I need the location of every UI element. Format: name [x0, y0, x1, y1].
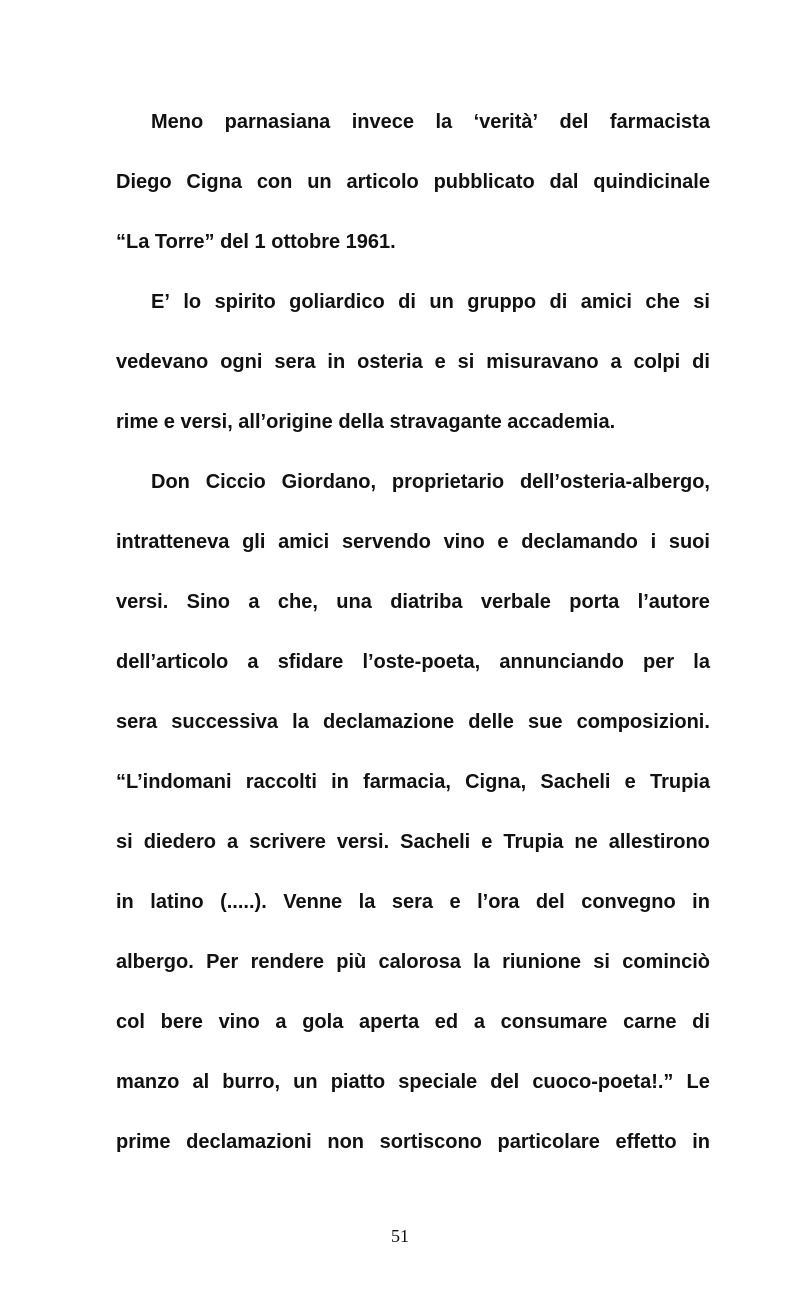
word: versi.: [336, 831, 390, 853]
word: farmacista: [609, 111, 710, 133]
word: Ciccio: [205, 471, 266, 493]
word: parnasiana: [224, 111, 331, 133]
word: a: [610, 351, 622, 373]
word: di: [398, 291, 416, 313]
word: aperta: [359, 1011, 420, 1033]
word: prime: [116, 1131, 171, 1153]
word: con: [256, 171, 293, 193]
word: manzo: [116, 1071, 180, 1093]
word: dell’osteria-albergo,: [519, 471, 710, 493]
word: del: [490, 1071, 520, 1093]
word: si: [693, 291, 710, 313]
text-line-7: [116, 466, 710, 498]
word: si: [116, 831, 133, 853]
word: calorosa: [378, 951, 461, 973]
word: la: [292, 711, 309, 733]
word: proprietario: [391, 471, 505, 493]
word: colpi: [633, 351, 681, 373]
text-line-2: [116, 166, 710, 198]
word: sera: [391, 891, 433, 913]
word: del: [559, 111, 589, 133]
text-line-11: [116, 706, 710, 738]
word: E’: [151, 291, 170, 313]
word: una: [336, 591, 372, 613]
word: Giordano,: [281, 471, 377, 493]
word: si: [593, 951, 610, 973]
word: bere: [160, 1011, 203, 1033]
word: Cigna: [186, 171, 242, 193]
word: del: [535, 891, 565, 913]
word: e: [481, 831, 493, 853]
word: a: [248, 591, 260, 613]
word: un: [307, 171, 332, 193]
word: col: [116, 1011, 145, 1033]
word: la: [473, 951, 490, 973]
word: a: [247, 651, 259, 673]
word: di: [692, 351, 710, 373]
word: raccolti: [245, 771, 317, 793]
word: sfidare: [277, 651, 344, 673]
word: composizioni.: [576, 711, 710, 733]
text-line-10: [116, 646, 710, 678]
word: Per: [206, 951, 239, 973]
text-line-3: “La Torre” del 1 ottobre 1961.: [116, 231, 396, 253]
word: rendere: [250, 951, 324, 973]
word: Diego: [116, 171, 172, 193]
text-line-9: [116, 586, 710, 618]
word: ed: [434, 1011, 459, 1033]
word: intratteneva: [116, 531, 230, 553]
word: articolo: [346, 171, 419, 193]
word: ‘verità’: [473, 111, 539, 133]
word: Sino: [186, 591, 230, 613]
word: declamando: [521, 531, 638, 553]
word: verbale: [480, 591, 551, 613]
word: allestirono: [608, 831, 710, 853]
word: farmacia,: [363, 771, 451, 793]
word: amici: [278, 531, 330, 553]
word: in: [331, 771, 349, 793]
word: annunciando: [499, 651, 624, 673]
word: Sacheli: [540, 771, 611, 793]
text-line-13: [116, 826, 710, 858]
word: sortiscono: [379, 1131, 482, 1153]
word: (.....).: [220, 891, 267, 913]
word: al: [192, 1071, 210, 1093]
word: lo: [183, 291, 202, 313]
word: diatriba: [390, 591, 463, 613]
word: suoi: [668, 531, 710, 553]
word: la: [693, 651, 710, 673]
word: declamazione: [322, 711, 455, 733]
word: che: [645, 291, 680, 313]
word: Cigna,: [465, 771, 527, 793]
word: Venne: [283, 891, 343, 913]
word: osteria: [357, 351, 423, 373]
word: albergo.: [116, 951, 194, 973]
word: scrivere: [249, 831, 326, 853]
word: particolare: [497, 1131, 600, 1153]
word: sue: [527, 711, 563, 733]
word: piatto: [330, 1071, 386, 1093]
word: i: [650, 531, 657, 553]
word: a: [275, 1011, 287, 1033]
word: più: [336, 951, 367, 973]
word: si: [457, 351, 475, 373]
word: pubblicato: [433, 171, 535, 193]
word: servendo: [341, 531, 431, 553]
word: l’ora: [477, 891, 520, 913]
word: latino: [150, 891, 204, 913]
word: vino: [443, 531, 485, 553]
word: vedevano: [116, 351, 209, 373]
word: cuoco-poeta!.”: [532, 1071, 674, 1093]
word: in: [692, 1131, 710, 1153]
text-line-5: [116, 346, 710, 378]
word: dell’articolo: [116, 651, 229, 673]
word: porta: [569, 591, 620, 613]
word: Le: [686, 1071, 710, 1093]
word: misuravano: [486, 351, 599, 373]
word: goliardico: [289, 291, 385, 313]
word: ne: [574, 831, 598, 853]
word: burro,: [222, 1071, 281, 1093]
word: l’oste-poeta,: [362, 651, 481, 673]
word: vino: [218, 1011, 260, 1033]
word: e: [434, 351, 446, 373]
word: Meno: [151, 111, 204, 133]
text-line-4: [116, 286, 710, 318]
word: che,: [277, 591, 318, 613]
word: a: [226, 831, 239, 853]
text-line-17: [116, 1066, 710, 1098]
word: sera: [274, 351, 316, 373]
word: diedero: [143, 831, 216, 853]
word: in: [327, 351, 346, 373]
text-line-16: [116, 1006, 710, 1038]
word: effetto: [615, 1131, 677, 1153]
word: sera: [116, 711, 158, 733]
word: gruppo: [467, 291, 537, 313]
word: la: [358, 891, 376, 913]
word: la: [435, 111, 453, 133]
word: convegno: [581, 891, 676, 913]
word: non: [327, 1131, 365, 1153]
word: e: [497, 531, 509, 553]
word: in: [692, 891, 710, 913]
text-line-15: [116, 946, 710, 978]
word: cominciò: [622, 951, 710, 973]
word: ogni: [220, 351, 263, 373]
word: di: [692, 1011, 710, 1033]
word: amici: [580, 291, 632, 313]
word: speciale: [398, 1071, 478, 1093]
word: in: [116, 891, 134, 913]
text-line-18: [116, 1126, 710, 1158]
word: l’autore: [637, 591, 710, 613]
word: Don: [151, 471, 190, 493]
word: carne: [623, 1011, 677, 1033]
word: di: [549, 291, 568, 313]
word: a: [473, 1011, 485, 1033]
word: gli: [242, 531, 266, 553]
word: delle: [468, 711, 514, 733]
word: e: [449, 891, 461, 913]
word: dal: [549, 171, 579, 193]
text-line-12: [116, 766, 710, 798]
word: declamazioni: [186, 1131, 312, 1153]
text-line-8: [116, 526, 710, 558]
word: un: [429, 291, 454, 313]
word: Trupia: [503, 831, 564, 853]
text-line-1: [116, 106, 710, 138]
word: riunione: [502, 951, 581, 973]
word: e: [624, 771, 636, 793]
word: Trupia: [649, 771, 710, 793]
text-line-14: [116, 886, 710, 918]
text-line-6: rime e versi, all’origine della stravagante accademia.: [116, 411, 616, 433]
word: spirito: [214, 291, 276, 313]
word: per: [643, 651, 675, 673]
word: un: [293, 1071, 318, 1093]
word: versi.: [116, 591, 169, 613]
word: invece: [351, 111, 414, 133]
word: quindicinale: [593, 171, 710, 193]
word: “L’indomani: [116, 771, 232, 793]
word: Sacheli: [400, 831, 471, 853]
word: gola: [302, 1011, 344, 1033]
page-number: 51: [391, 1226, 409, 1246]
word: consumare: [500, 1011, 608, 1033]
word: successiva: [171, 711, 279, 733]
